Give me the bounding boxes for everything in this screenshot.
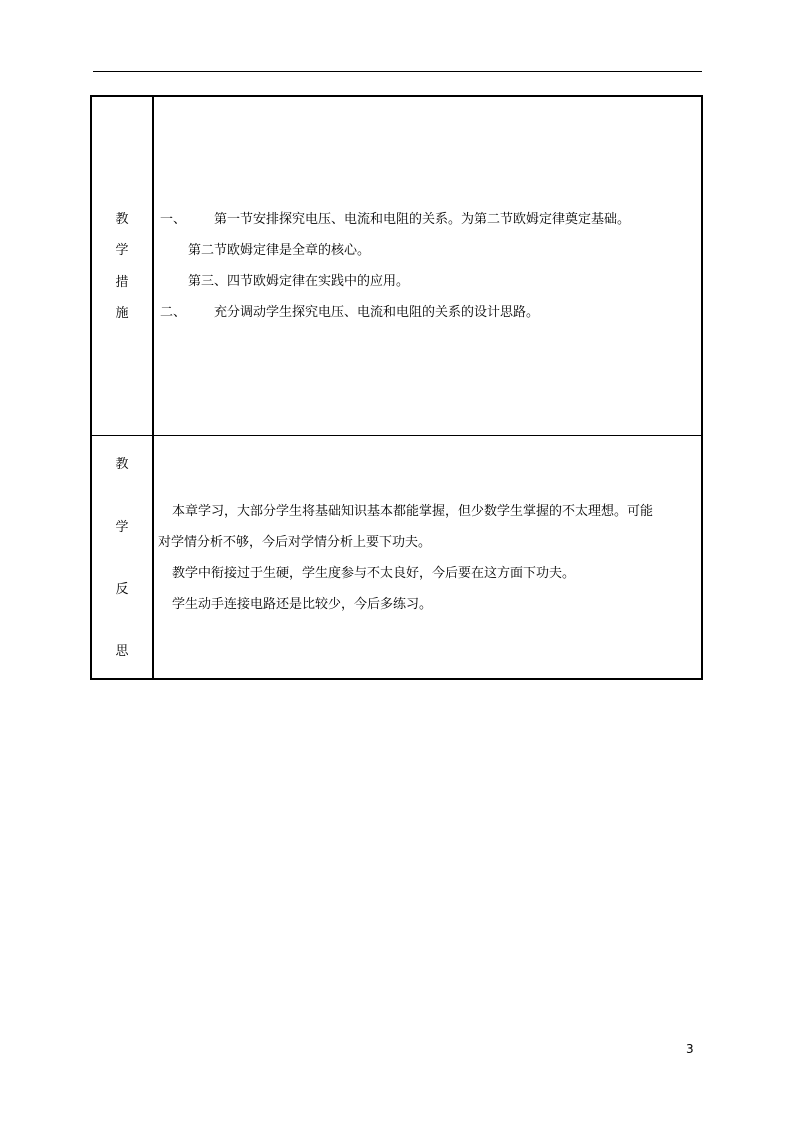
label-char: 思 — [115, 644, 129, 659]
teaching-reflection-label-cell — [91, 436, 153, 680]
label-char: 学 — [115, 243, 129, 258]
label-char: 措 — [115, 275, 129, 290]
measure-line-4 — [160, 305, 539, 321]
header-rule — [93, 71, 702, 72]
measure-line-2 — [188, 243, 370, 259]
reflection-line-4: 学生动手连接电路还是比较少，今后多练习。 — [172, 597, 433, 612]
teaching-reflection-content-cell — [153, 436, 702, 680]
label-char: 反 — [115, 582, 129, 597]
reflection-line-2: 对学情分析不够，今后对学情分析上要下功夫。 — [158, 535, 432, 550]
lesson-table — [90, 95, 703, 680]
teaching-measures-label-cell — [91, 96, 153, 436]
label-char: 教 — [115, 212, 129, 227]
line-text: 第二节欧姆定律是全章的核心。 — [188, 243, 371, 258]
teaching-measures-content-cell — [153, 96, 702, 436]
line-text: 第三、四节欧姆定律在实践中的应用。 — [188, 274, 410, 289]
reflection-line-1: 本章学习，大部分学生将基础知识基本都能掌握，但少数学生掌握的不太理想。可能 — [172, 504, 654, 519]
reflection-line-3: 教学中衔接过于生硬，学生度参与不太良好，今后要在这方面下功夫。 — [172, 566, 576, 581]
label-char: 施 — [115, 306, 129, 321]
measure-line-3 — [188, 274, 409, 290]
label-char: 学 — [115, 520, 129, 535]
table-row-teaching-measures — [91, 96, 702, 436]
page-number: 3 — [686, 1042, 694, 1056]
table-row-teaching-reflection — [91, 436, 702, 680]
list-number: 一、 — [160, 212, 187, 227]
line-text: 第一节安排探究电压、电流和电阻的关系。为第二节欧姆定律奠定基础。 — [214, 212, 631, 227]
list-number: 二、 — [160, 305, 187, 320]
measure-line-1 — [160, 212, 630, 228]
label-char: 教 — [115, 457, 129, 472]
line-text: 充分调动学生探究电压、电流和电阻的关系的设计思路。 — [214, 305, 540, 320]
